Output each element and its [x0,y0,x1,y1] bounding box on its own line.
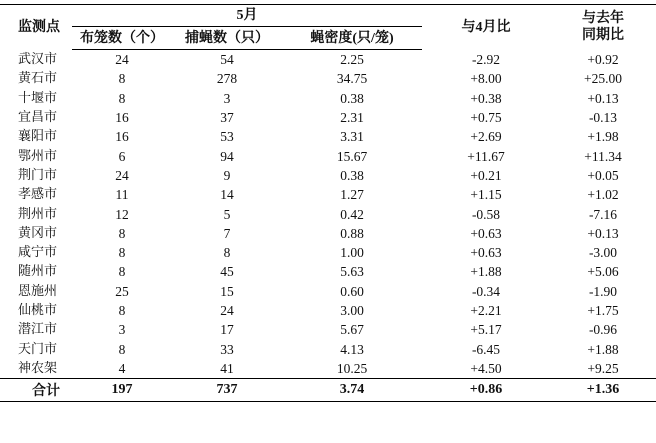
vs-last-year-cell: +1.75 [587,303,619,318]
cages-cell: 8 [118,90,126,106]
vs-april-cell: +5.17 [470,322,502,338]
density-cell: 5.63 [340,264,364,280]
flies-cell: 37 [220,110,234,126]
table-footer [0,379,656,402]
total-vs-last-year: +1.36 [550,379,656,402]
cages-cell: 8 [118,303,126,318]
table-row [0,262,656,281]
density-cell: 0.60 [340,283,364,299]
vs-april-cell: -0.34 [471,283,501,299]
header-vs-last-year-line2: 同期比 [582,28,624,44]
vs-april-cell: +2.69 [470,129,502,145]
station-cell: 天门市 [18,341,58,357]
flies-cell: 14 [220,187,234,203]
density-cell: 2.25 [340,52,364,68]
total-row [0,379,656,402]
density-cell: 34.75 [336,71,368,87]
table-row [0,320,656,339]
header-vs-april: 与4月比 [422,5,550,50]
density-cell: 0.38 [340,90,364,106]
flies-cell: 9 [223,167,231,183]
header-cages: 布笼数（个） [72,27,172,50]
flies-cell: 53 [220,129,234,145]
table-row [0,146,656,165]
vs-last-year-cell: +0.05 [587,167,619,183]
cages-cell: 8 [118,245,126,261]
vs-april-cell: +0.38 [470,90,502,106]
cages-cell: 8 [118,71,126,87]
table-row [0,69,656,88]
vs-last-year-cell: -1.90 [588,283,618,299]
flies-cell: 24 [220,303,234,318]
header-flies: 捕蝇数（只） [172,27,282,50]
cages-cell: 6 [118,148,126,164]
vs-april-cell: +1.88 [470,264,502,280]
header-vs-last-year-line1: 与去年 [582,11,624,27]
vs-last-year-cell: -7.16 [588,206,618,222]
table-row [0,339,656,358]
flies-cell: 8 [223,245,231,261]
density-cell: 15.67 [336,148,368,164]
vs-last-year-cell: +0.13 [587,90,619,106]
table-body [0,50,656,379]
header-station: 监测点 [0,5,72,50]
table-row [0,185,656,204]
flies-cell: 17 [220,322,234,338]
vs-last-year-cell: +25.00 [584,71,622,87]
density-cell: 10.25 [336,360,368,376]
table-header [0,5,656,50]
vs-april-cell: -2.92 [471,51,501,67]
flies-cell: 41 [220,360,234,376]
fly-density-table [0,4,656,402]
flies-cell: 5 [223,206,231,222]
cages-cell: 16 [115,110,129,126]
density-cell: 0.38 [340,167,364,183]
density-cell: 0.42 [340,206,364,222]
flies-cell: 7 [223,225,231,241]
vs-last-year-cell: +1.02 [587,187,619,203]
station-cell: 武汉市 [18,51,58,67]
vs-april-cell: +11.67 [467,148,505,164]
table-row [0,224,656,243]
vs-april-cell: -0.58 [471,206,501,222]
vs-last-year-cell: +9.25 [587,360,619,376]
station-cell: 神农架 [18,360,58,376]
station-cell: 荆州市 [18,206,58,222]
total-flies: 737 [172,379,282,402]
station-cell: 襄阳市 [18,129,58,145]
vs-april-cell: +0.75 [470,110,502,126]
total-label: 合计 [0,379,72,402]
flies-cell: 278 [216,71,238,87]
flies-cell: 54 [220,52,234,68]
cages-cell: 24 [115,167,129,183]
cages-cell: 4 [118,360,126,376]
vs-april-cell: -6.45 [471,341,501,357]
total-cages: 197 [72,379,172,402]
station-cell: 咸宁市 [18,245,58,261]
vs-april-cell: +0.63 [470,225,502,241]
density-cell: 3.00 [340,303,364,318]
header-month: 5月 [72,5,422,27]
vs-last-year-cell: +5.06 [587,264,619,280]
vs-last-year-cell: +0.92 [587,51,619,67]
vs-last-year-cell: +1.98 [587,129,619,145]
station-cell: 黄冈市 [18,225,58,241]
table-row [0,50,656,70]
header-density: 蝇密度(只/笼) [282,27,422,50]
cages-cell: 8 [118,225,126,241]
vs-last-year-cell: +0.13 [587,225,619,241]
table-row [0,282,656,301]
total-density: 3.74 [282,379,422,402]
station-cell: 孝感市 [18,187,58,203]
table-row [0,359,656,379]
table-row [0,204,656,223]
station-cell: 荆门市 [18,167,58,183]
cages-cell: 12 [115,206,129,222]
station-cell: 恩施州 [18,283,58,299]
table-row [0,89,656,108]
flies-cell: 33 [220,341,234,357]
vs-april-cell: +0.63 [470,245,502,261]
density-cell: 1.27 [340,187,364,203]
vs-last-year-cell: +11.34 [584,148,622,164]
cages-cell: 8 [118,341,126,357]
density-cell: 4.13 [340,341,364,357]
density-cell: 5.67 [340,322,364,338]
vs-last-year-cell: -3.00 [588,245,618,261]
cages-cell: 11 [115,187,129,203]
vs-last-year-cell: -0.96 [588,322,618,338]
density-cell: 0.88 [340,225,364,241]
vs-last-year-cell: +1.88 [587,341,619,357]
total-vs-april: +0.86 [422,379,550,402]
density-cell: 1.00 [340,245,364,261]
table-row [0,243,656,262]
flies-cell: 3 [223,90,231,106]
station-cell: 黄石市 [18,71,58,87]
vs-april-cell: +0.21 [470,167,502,183]
density-cell: 3.31 [340,129,364,145]
table-row [0,166,656,185]
cages-cell: 3 [118,322,126,338]
density-cell: 2.31 [340,110,364,126]
station-cell: 宜昌市 [18,110,58,126]
station-cell: 十堰市 [18,90,58,106]
flies-cell: 94 [220,148,234,164]
flies-cell: 15 [220,283,234,299]
station-cell: 潜江市 [18,322,58,338]
table-row [0,301,656,320]
vs-april-cell: +2.21 [470,303,502,318]
vs-last-year-cell: -0.13 [588,110,618,126]
cages-cell: 25 [115,283,129,299]
station-cell: 鄂州市 [18,148,58,164]
cages-cell: 16 [115,129,129,145]
flies-cell: 45 [220,264,234,280]
cages-cell: 24 [115,52,129,68]
vs-april-cell: +1.15 [470,187,502,203]
cages-cell: 8 [118,264,126,280]
table-row [0,127,656,146]
vs-april-cell: +8.00 [470,71,502,87]
vs-april-cell: +4.50 [470,360,502,376]
station-cell: 仙桃市 [18,303,58,318]
station-cell: 随州市 [18,264,58,280]
header-vs-last-year [550,5,656,50]
table-row [0,108,656,127]
